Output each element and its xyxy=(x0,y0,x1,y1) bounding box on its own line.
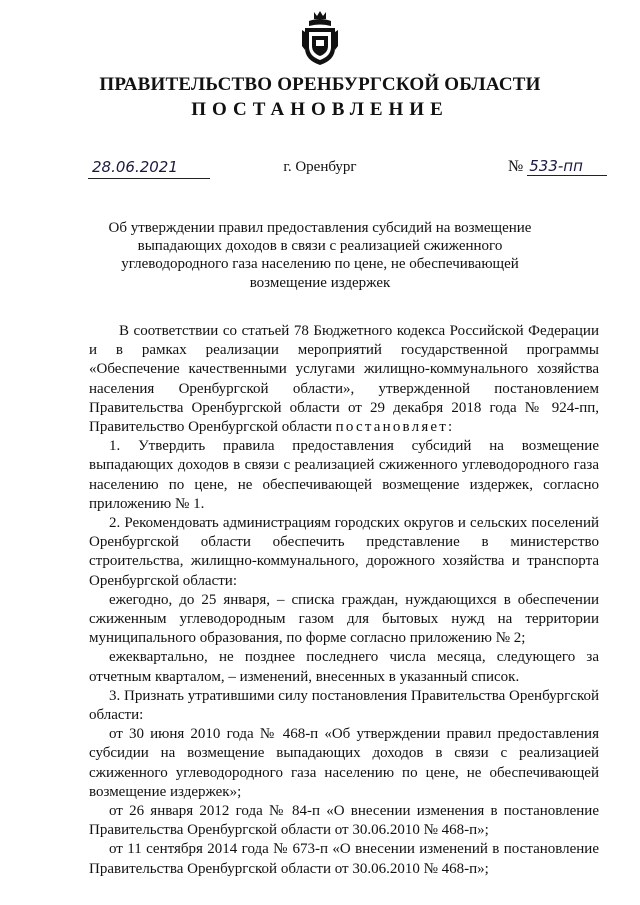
preamble-paragraph xyxy=(89,322,599,437)
government-title: ПРАВИТЕЛЬСТВО ОРЕНБУРГСКОЙ ОБЛАСТИ xyxy=(99,74,541,95)
document-subject: Об утверждении правил предоставления субсидий на возмещение выпадающих доходов в связи с реализацией сжиженного углеводородного газа населению по цене, не обеспечивающей возмещение издержек xyxy=(108,220,532,291)
item-3: 3. Признать утратившими силу постановления Правительства Оренбургской области: xyxy=(89,687,599,724)
item-2: 2. Рекомендовать администрациям городских округов и сельских поселений Оренбургской области обеспечить представление в министерство строительства, жилищно-коммунального, дорожного хозяйства и транспорта Оренбургской области: xyxy=(89,515,599,589)
resolves-word: постановляет: xyxy=(335,419,455,436)
number-sign: № xyxy=(508,158,524,175)
handwritten-number: 533-пп xyxy=(529,157,583,175)
orenburg-coat-of-arms-icon xyxy=(300,10,340,66)
document-type: ПОСТАНОВЛЕНИЕ xyxy=(191,99,449,120)
handwritten-date: 28.06.2021 xyxy=(92,158,178,176)
item-3a: от 30 июня 2010 года № 468-п «Об утверждении правил предоставления субсидии на возмещение выпадающих доходов в связи с реализацией сжиженного углеводородного газа населению по цене, не обеспечивающей возмещение издержек»; xyxy=(89,726,599,800)
number-field xyxy=(508,157,607,176)
item-3c: от 11 сентября 2014 года № 673-п «О внесении изменений в постановление Правительства Оренбургской области от 30.06.2010 № 468-п»; xyxy=(89,841,599,877)
item-2b: ежеквартально, не позднее последнего числа месяца, следующего за отчетным кварталом, – изменений, внесенных в указанный список. xyxy=(89,649,599,685)
item-1: 1. Утвердить правила предоставления субсидий на возмещение выпадающих доходов в связи с реализацией сжиженного углеводородного газа населению по цене, не обеспечивающей возмещение издержек, согласно приложению № 1. xyxy=(89,438,599,512)
city-label: г. Оренбург xyxy=(283,159,357,175)
preamble-text: В соответствии со статьей 78 Бюджетного кодекса Российской Федерации и в рамках реализации мероприятий государственной программы «Обеспечение качественными услугами жилищно-коммунального хозяйства населения Оренбургской области», утвержденной постановлением Правительства Оренбургской области от 29 декабря 2018 года № 924-пп, Правительство Оренбургской области xyxy=(89,323,599,436)
document-body xyxy=(89,322,599,879)
item-3b: от 26 января 2012 года № 84-п «О внесении изменения в постановление Правительства Оренбургской области от 30.06.2010 № 468-п»; xyxy=(89,803,599,839)
item-2a: ежегодно, до 25 января, – списка граждан, нуждающихся в обеспечении сжиженным углеводородным газом для бытовых нужд на территории муниципального образования, по форме согласно приложению № 2; xyxy=(89,591,599,647)
